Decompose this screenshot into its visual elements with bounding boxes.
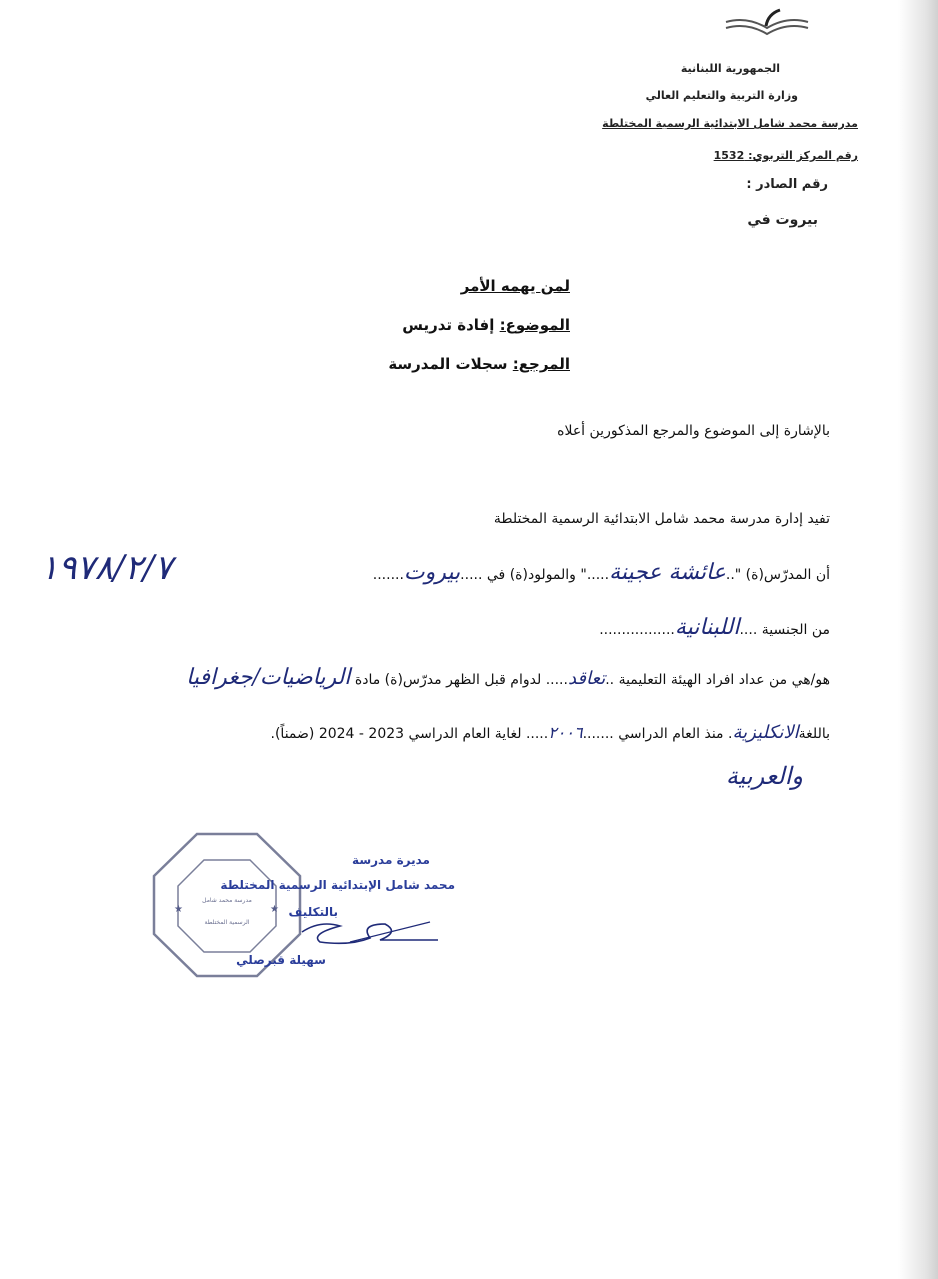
nationality: اللبنانية: [674, 615, 740, 640]
reference-line: [388, 355, 570, 373]
label: " والمولود(ة) في: [486, 567, 587, 583]
place-date: بيروت في: [747, 212, 818, 228]
subject-label: الموضوع:: [499, 316, 570, 334]
teacher-name: عائشة عجينة: [609, 560, 726, 585]
label: أن المدرّس(ة) ": [734, 567, 830, 583]
subject-line: [402, 316, 570, 334]
signature-title: مديرة مدرسة: [352, 853, 430, 867]
nationality-line: من الجنسية ....اللبنانية.................: [599, 615, 830, 640]
statement-text: تفيد إدارة مدرسة محمد شامل الابتدائية الرسمية المختلطة: [493, 511, 830, 527]
additional-language: والعربية: [725, 762, 803, 790]
teaching-language: الانكليزية: [732, 722, 799, 743]
teaching-subjects: الرياضيات/جغرافيا: [186, 665, 351, 690]
school-name: مدرسة محمد شامل الابتدائية الرسمية المختلطة: [602, 117, 858, 130]
intro-text: بالإشارة إلى الموضوع والمرجع المذكورين أعلاه: [557, 423, 830, 439]
republic-name: الجمهورية اللبنانية: [680, 62, 780, 75]
teacher-line: أن المدرّس(ة) "..عائشة عجينة....." والمولود(ة) في .....بيروت.......: [372, 560, 830, 585]
reference-label: المرجع:: [512, 355, 570, 373]
language-line: باللغةالانكليزية. منذ العام الدراسي .......٢٠٠٦..... لغاية العام الدراسي 2023 - 2024 (ضمناً).: [270, 722, 830, 743]
outgoing-number: رقم الصادر :: [746, 177, 828, 192]
svg-text:★: ★: [270, 904, 279, 915]
label: من الجنسية: [761, 622, 830, 638]
svg-text:الرسمية المختلطة: الرسمية المختلطة: [204, 919, 250, 926]
ministry-name: وزارة التربية والتعليم العالي: [645, 89, 798, 102]
label: باللغة: [798, 726, 830, 742]
signature-assignment: بالتكليف: [288, 905, 338, 919]
birth-place: بيروت: [403, 560, 461, 585]
staff-line: هو/هي من عداد افراد الهيئة التعليمية ..تعاقد..... لدوام قبل الظهر مدرّس(ة) مادة الرياضيات/جغرافيا: [186, 665, 830, 690]
page-edge-shadow: [898, 0, 938, 1279]
label: هو/هي من عداد افراد الهيئة التعليمية: [618, 672, 830, 688]
signatory-name: سهيلة قبرصلي: [236, 953, 326, 967]
since-year: ٢٠٠٦: [548, 723, 583, 742]
birth-date: ١٩٧٨/٢/٧: [40, 548, 173, 588]
reference-value: سجلات المدرسة: [388, 355, 508, 373]
book-logo-icon: [722, 8, 812, 38]
to-whom-heading: لمن يهمه الأمر: [460, 277, 570, 295]
svg-text:★: ★: [174, 904, 183, 915]
handwritten-signature: [290, 912, 440, 952]
label: لغاية العام الدراسي 2023 - 2024 (ضمناً).: [270, 726, 522, 742]
center-number: رقم المركز التربوي: 1532: [713, 149, 858, 162]
label: منذ العام الدراسي: [618, 726, 724, 742]
svg-text:مدرسة محمد شامل: مدرسة محمد شامل: [202, 897, 252, 904]
employment-status: تعاقد: [567, 668, 606, 689]
subject-value: إفادة تدريس: [402, 316, 495, 334]
label: لدوام قبل الظهر مدرّس(ة) مادة: [354, 672, 542, 688]
signature-school: محمد شامل الإبتدائية الرسمية المختلطة: [220, 878, 455, 892]
